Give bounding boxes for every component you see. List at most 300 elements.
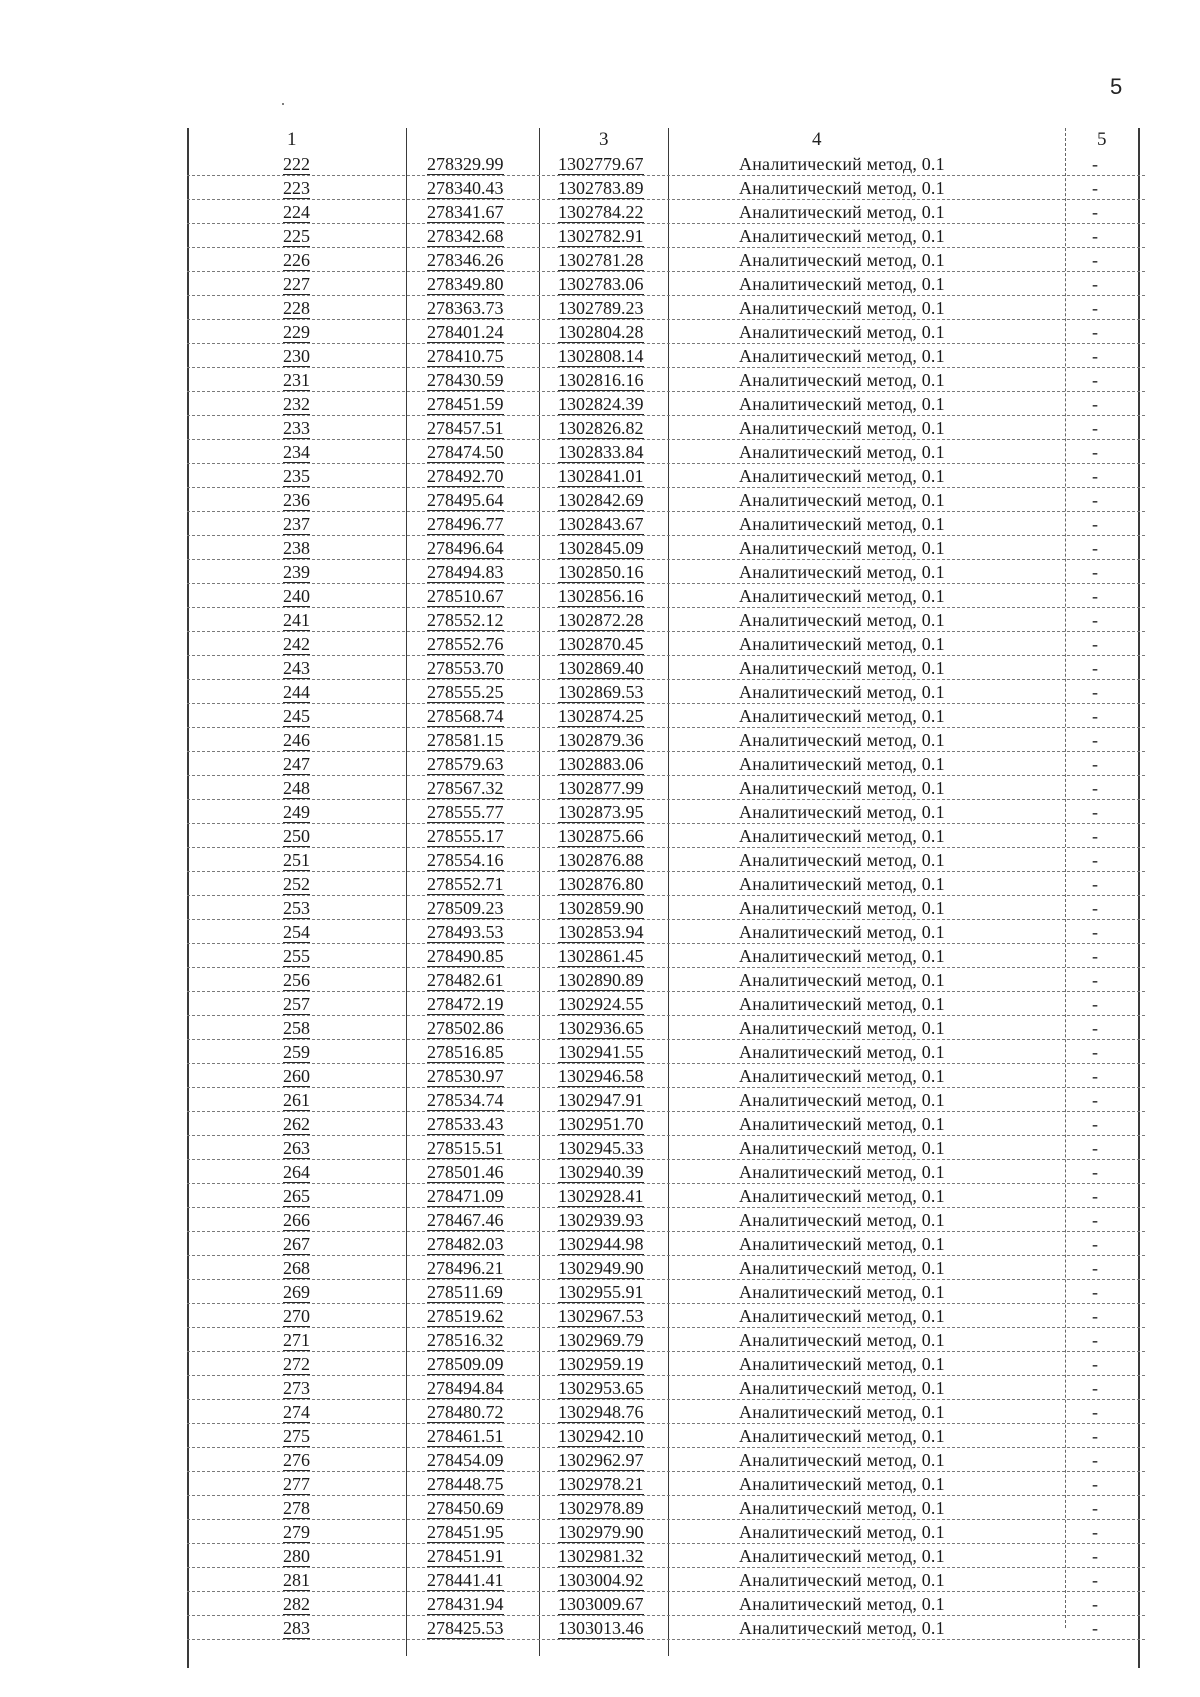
coordinate-x-text: 278567.32 bbox=[427, 778, 504, 798]
coordinate-y bbox=[558, 249, 668, 271]
table-row bbox=[187, 1544, 1145, 1568]
method-accuracy: Аналитический метод, 0.1 bbox=[739, 514, 945, 534]
coordinate-x bbox=[427, 1281, 527, 1303]
coordinate-x-text: 278425.53 bbox=[427, 1618, 504, 1638]
point-number bbox=[283, 249, 343, 271]
coordinate-x bbox=[427, 1521, 527, 1543]
coordinate-x bbox=[427, 1497, 527, 1519]
point-number-text: 231 bbox=[283, 370, 310, 390]
method-accuracy: Аналитический метод, 0.1 bbox=[739, 898, 945, 918]
note-dash: - bbox=[1092, 490, 1098, 510]
note-dash: - bbox=[1092, 1378, 1098, 1398]
coordinate-x-text: 278579.63 bbox=[427, 754, 504, 774]
method-accuracy: Аналитический метод, 0.1 bbox=[739, 1018, 945, 1038]
point-number bbox=[283, 1233, 343, 1255]
method-accuracy: Аналитический метод, 0.1 bbox=[739, 1162, 945, 1182]
coordinate-y-text: 1302843.67 bbox=[558, 514, 644, 534]
coordinate-y-text: 1302967.53 bbox=[558, 1306, 644, 1326]
point-number bbox=[283, 1545, 343, 1567]
method-accuracy: Аналитический метод, 0.1 bbox=[739, 226, 945, 246]
table-row bbox=[187, 1280, 1145, 1304]
method-accuracy: Аналитический метод, 0.1 bbox=[739, 634, 945, 654]
method-accuracy: Аналитический метод, 0.1 bbox=[739, 874, 945, 894]
coordinate-y bbox=[558, 1041, 668, 1063]
note-dash: - bbox=[1092, 514, 1098, 534]
table-row bbox=[187, 296, 1145, 320]
point-number-text: 238 bbox=[283, 538, 310, 558]
table-row bbox=[187, 656, 1145, 680]
coordinate-x bbox=[427, 273, 527, 295]
point-number-text: 268 bbox=[283, 1258, 310, 1278]
point-number bbox=[283, 1017, 343, 1039]
point-number-text: 260 bbox=[283, 1066, 310, 1086]
coordinate-x bbox=[427, 177, 527, 199]
coordinate-x-text: 278482.03 bbox=[427, 1234, 504, 1254]
method-accuracy: Аналитический метод, 0.1 bbox=[739, 586, 945, 606]
method-accuracy: Аналитический метод, 0.1 bbox=[739, 730, 945, 750]
point-number bbox=[283, 1161, 343, 1183]
coordinate-y bbox=[558, 1233, 668, 1255]
table-row bbox=[187, 1496, 1145, 1520]
point-number bbox=[283, 153, 343, 175]
note-dash: - bbox=[1092, 1162, 1098, 1182]
point-number bbox=[283, 633, 343, 655]
coordinate-x-text: 278516.85 bbox=[427, 1042, 504, 1062]
point-number-text: 273 bbox=[283, 1378, 310, 1398]
coordinate-x bbox=[427, 1329, 527, 1351]
coordinate-y-text: 1302804.28 bbox=[558, 322, 644, 342]
note-dash: - bbox=[1092, 1426, 1098, 1446]
method-accuracy: Аналитический метод, 0.1 bbox=[739, 418, 945, 438]
note-dash: - bbox=[1092, 850, 1098, 870]
point-number-text: 272 bbox=[283, 1354, 310, 1374]
method-accuracy: Аналитический метод, 0.1 bbox=[739, 154, 945, 174]
coordinate-y-text: 1302940.39 bbox=[558, 1162, 644, 1182]
coordinate-x bbox=[427, 1113, 527, 1135]
note-dash: - bbox=[1092, 178, 1098, 198]
coordinate-y bbox=[558, 441, 668, 463]
coordinate-x bbox=[427, 513, 527, 535]
point-number bbox=[283, 465, 343, 487]
point-number bbox=[283, 801, 343, 823]
table-row bbox=[187, 728, 1145, 752]
note-dash: - bbox=[1092, 874, 1098, 894]
point-number-text: 279 bbox=[283, 1522, 310, 1542]
note-dash: - bbox=[1092, 826, 1098, 846]
coordinate-y bbox=[558, 321, 668, 343]
coordinate-x-text: 278450.69 bbox=[427, 1498, 504, 1518]
point-number-text: 252 bbox=[283, 874, 310, 894]
method-accuracy: Аналитический метод, 0.1 bbox=[739, 778, 945, 798]
note-dash: - bbox=[1092, 754, 1098, 774]
note-dash: - bbox=[1092, 370, 1098, 390]
coordinate-x-text: 278472.19 bbox=[427, 994, 504, 1014]
table-row bbox=[187, 1184, 1145, 1208]
coordinate-y bbox=[558, 153, 668, 175]
point-number-text: 250 bbox=[283, 826, 310, 846]
coordinate-x-text: 278509.09 bbox=[427, 1354, 504, 1374]
coordinate-y-text: 1302936.65 bbox=[558, 1018, 644, 1038]
note-dash: - bbox=[1092, 298, 1098, 318]
table-row bbox=[187, 1328, 1145, 1352]
note-dash: - bbox=[1092, 898, 1098, 918]
point-number bbox=[283, 297, 343, 319]
method-accuracy: Аналитический метод, 0.1 bbox=[739, 274, 945, 294]
coordinate-y-text: 1302877.99 bbox=[558, 778, 644, 798]
coordinate-x bbox=[427, 657, 527, 679]
coordinate-x bbox=[427, 1161, 527, 1183]
coordinate-y bbox=[558, 465, 668, 487]
table-row bbox=[187, 512, 1145, 536]
coordinate-y bbox=[558, 1161, 668, 1183]
coordinate-x-text: 278510.67 bbox=[427, 586, 504, 606]
coordinate-x-text: 278552.12 bbox=[427, 610, 504, 630]
point-number-text: 267 bbox=[283, 1234, 310, 1254]
point-number bbox=[283, 1209, 343, 1231]
point-number-text: 275 bbox=[283, 1426, 310, 1446]
coordinate-x bbox=[427, 465, 527, 487]
point-number bbox=[283, 1473, 343, 1495]
table-row bbox=[187, 368, 1145, 392]
coordinate-x-text: 278492.70 bbox=[427, 466, 504, 486]
coordinate-y bbox=[558, 1065, 668, 1087]
coordinate-x bbox=[427, 993, 527, 1015]
coordinate-x-text: 278496.21 bbox=[427, 1258, 504, 1278]
method-accuracy: Аналитический метод, 0.1 bbox=[739, 178, 945, 198]
coordinate-y bbox=[558, 921, 668, 943]
note-dash: - bbox=[1092, 562, 1098, 582]
point-number bbox=[283, 321, 343, 343]
coordinate-x-text: 278431.94 bbox=[427, 1594, 504, 1614]
coordinate-x bbox=[427, 1353, 527, 1375]
note-dash: - bbox=[1092, 1474, 1098, 1494]
point-number-text: 227 bbox=[283, 274, 310, 294]
coordinate-x bbox=[427, 441, 527, 463]
coordinate-y-text: 1302808.14 bbox=[558, 346, 644, 366]
point-number bbox=[283, 1065, 343, 1087]
coordinate-y bbox=[558, 345, 668, 367]
coordinate-x-text: 278346.26 bbox=[427, 250, 504, 270]
coordinate-x bbox=[427, 249, 527, 271]
coordinate-x-text: 278519.62 bbox=[427, 1306, 504, 1326]
coordinate-x-text: 278552.76 bbox=[427, 634, 504, 654]
note-dash: - bbox=[1092, 1594, 1098, 1614]
point-number-text: 263 bbox=[283, 1138, 310, 1158]
coordinate-x-text: 278474.50 bbox=[427, 442, 504, 462]
method-accuracy: Аналитический метод, 0.1 bbox=[739, 802, 945, 822]
table-row bbox=[187, 1376, 1145, 1400]
point-number bbox=[283, 1449, 343, 1471]
method-accuracy: Аналитический метод, 0.1 bbox=[739, 1474, 945, 1494]
point-number bbox=[283, 921, 343, 943]
coordinate-y-text: 1302870.45 bbox=[558, 634, 644, 654]
coordinate-y-text: 1302850.16 bbox=[558, 562, 644, 582]
coordinate-x bbox=[427, 1305, 527, 1327]
coordinate-y-text: 1302942.10 bbox=[558, 1426, 644, 1446]
point-number-text: 233 bbox=[283, 418, 310, 438]
coordinate-y-text: 1302859.90 bbox=[558, 898, 644, 918]
coordinate-y-text: 1303009.67 bbox=[558, 1594, 644, 1614]
note-dash: - bbox=[1092, 1114, 1098, 1134]
point-number-text: 236 bbox=[283, 490, 310, 510]
table-row bbox=[187, 1568, 1145, 1592]
coordinate-y-text: 1302826.82 bbox=[558, 418, 644, 438]
note-dash: - bbox=[1092, 1186, 1098, 1206]
coordinate-x-text: 278363.73 bbox=[427, 298, 504, 318]
point-number bbox=[283, 1257, 343, 1279]
point-number-text: 234 bbox=[283, 442, 310, 462]
point-number bbox=[283, 729, 343, 751]
method-accuracy: Аналитический метод, 0.1 bbox=[739, 1450, 945, 1470]
note-dash: - bbox=[1092, 322, 1098, 342]
point-number-text: 277 bbox=[283, 1474, 310, 1494]
coordinate-x-text: 278554.16 bbox=[427, 850, 504, 870]
coordinate-y bbox=[558, 225, 668, 247]
coordinate-x bbox=[427, 801, 527, 823]
point-number bbox=[283, 1185, 343, 1207]
table-row bbox=[187, 1352, 1145, 1376]
point-number bbox=[283, 873, 343, 895]
coordinate-x bbox=[427, 753, 527, 775]
coordinate-x bbox=[427, 609, 527, 631]
note-dash: - bbox=[1092, 1498, 1098, 1518]
table-row bbox=[187, 848, 1145, 872]
coordinate-x-text: 278461.51 bbox=[427, 1426, 504, 1446]
table-row bbox=[187, 1304, 1145, 1328]
coordinate-y-text: 1302783.89 bbox=[558, 178, 644, 198]
point-number-text: 235 bbox=[283, 466, 310, 486]
coordinate-x bbox=[427, 1017, 527, 1039]
method-accuracy: Аналитический метод, 0.1 bbox=[739, 1282, 945, 1302]
note-dash: - bbox=[1092, 442, 1098, 462]
note-dash: - bbox=[1092, 394, 1098, 414]
method-accuracy: Аналитический метод, 0.1 bbox=[739, 538, 945, 558]
coordinate-x-text: 278581.15 bbox=[427, 730, 504, 750]
coordinate-x-text: 278530.97 bbox=[427, 1066, 504, 1086]
coordinate-y-text: 1302853.94 bbox=[558, 922, 644, 942]
coordinate-x bbox=[427, 921, 527, 943]
point-number-text: 261 bbox=[283, 1090, 310, 1110]
point-number bbox=[283, 657, 343, 679]
coordinate-y-text: 1302781.28 bbox=[558, 250, 644, 270]
coordinate-y-text: 1302945.33 bbox=[558, 1138, 644, 1158]
coordinate-y-text: 1302833.84 bbox=[558, 442, 644, 462]
note-dash: - bbox=[1092, 610, 1098, 630]
point-number-text: 270 bbox=[283, 1306, 310, 1326]
note-dash: - bbox=[1092, 922, 1098, 942]
point-number bbox=[283, 273, 343, 295]
note-dash: - bbox=[1092, 778, 1098, 798]
point-number bbox=[283, 969, 343, 991]
note-dash: - bbox=[1092, 1138, 1098, 1158]
method-accuracy: Аналитический метод, 0.1 bbox=[739, 394, 945, 414]
table-row bbox=[187, 1232, 1145, 1256]
point-number bbox=[283, 1305, 343, 1327]
point-number bbox=[283, 705, 343, 727]
coordinate-x-text: 278555.17 bbox=[427, 826, 504, 846]
table-row bbox=[187, 1016, 1145, 1040]
table-row bbox=[187, 608, 1145, 632]
coordinate-y-text: 1302876.80 bbox=[558, 874, 644, 894]
coordinate-y bbox=[558, 1353, 668, 1375]
method-accuracy: Аналитический метод, 0.1 bbox=[739, 1354, 945, 1374]
note-dash: - bbox=[1092, 1402, 1098, 1422]
table-row bbox=[187, 1472, 1145, 1496]
coordinate-y bbox=[558, 1017, 668, 1039]
table-row bbox=[187, 392, 1145, 416]
note-dash: - bbox=[1092, 538, 1098, 558]
table-row bbox=[187, 488, 1145, 512]
method-accuracy: Аналитический метод, 0.1 bbox=[739, 250, 945, 270]
note-dash: - bbox=[1092, 1042, 1098, 1062]
note-dash: - bbox=[1092, 1090, 1098, 1110]
coordinate-x bbox=[427, 729, 527, 751]
point-number-text: 271 bbox=[283, 1330, 310, 1350]
coordinate-x bbox=[427, 537, 527, 559]
point-number-text: 264 bbox=[283, 1162, 310, 1182]
coordinate-x-text: 278533.43 bbox=[427, 1114, 504, 1134]
method-accuracy: Аналитический метод, 0.1 bbox=[739, 1594, 945, 1614]
point-number-text: 281 bbox=[283, 1570, 310, 1590]
coordinate-x-text: 278509.23 bbox=[427, 898, 504, 918]
point-number bbox=[283, 393, 343, 415]
method-accuracy: Аналитический метод, 0.1 bbox=[739, 346, 945, 366]
table-row bbox=[187, 560, 1145, 584]
coordinate-x-text: 278555.25 bbox=[427, 682, 504, 702]
coordinate-x-text: 278457.51 bbox=[427, 418, 504, 438]
coordinate-y-text: 1302890.89 bbox=[558, 970, 644, 990]
coordinate-y-text: 1302924.55 bbox=[558, 994, 644, 1014]
note-dash: - bbox=[1092, 730, 1098, 750]
point-number bbox=[283, 897, 343, 919]
coordinate-y bbox=[558, 777, 668, 799]
point-number-text: 247 bbox=[283, 754, 310, 774]
coordinate-x-text: 278340.43 bbox=[427, 178, 504, 198]
table-body bbox=[187, 152, 1145, 1640]
coordinate-x bbox=[427, 1257, 527, 1279]
coordinate-y bbox=[558, 1497, 668, 1519]
table-row bbox=[187, 1616, 1145, 1640]
coordinate-y-text: 1302784.22 bbox=[558, 202, 644, 222]
point-number-text: 224 bbox=[283, 202, 310, 222]
method-accuracy: Аналитический метод, 0.1 bbox=[739, 850, 945, 870]
point-number-text: 245 bbox=[283, 706, 310, 726]
coordinate-y-text: 1303013.46 bbox=[558, 1618, 644, 1638]
method-accuracy: Аналитический метод, 0.1 bbox=[739, 1114, 945, 1134]
coordinate-y bbox=[558, 1305, 668, 1327]
point-number bbox=[283, 441, 343, 463]
method-accuracy: Аналитический метод, 0.1 bbox=[739, 1546, 945, 1566]
coordinate-x bbox=[427, 1545, 527, 1567]
coordinate-y-text: 1302841.01 bbox=[558, 466, 644, 486]
point-number-text: 257 bbox=[283, 994, 310, 1014]
page-number: 5 bbox=[1110, 74, 1123, 99]
point-number-text: 222 bbox=[283, 154, 310, 174]
method-accuracy: Аналитический метод, 0.1 bbox=[739, 1498, 945, 1518]
coordinate-y bbox=[558, 1329, 668, 1351]
note-dash: - bbox=[1092, 1330, 1098, 1350]
method-accuracy: Аналитический метод, 0.1 bbox=[739, 1186, 945, 1206]
method-accuracy: Аналитический метод, 0.1 bbox=[739, 658, 945, 678]
coordinate-x-text: 278511.69 bbox=[427, 1282, 503, 1302]
point-number-text: 276 bbox=[283, 1450, 310, 1470]
coordinate-x bbox=[427, 1185, 527, 1207]
table-row bbox=[187, 1040, 1145, 1064]
table-row bbox=[187, 320, 1145, 344]
coordinate-x bbox=[427, 969, 527, 991]
coordinate-x-text: 278451.91 bbox=[427, 1546, 504, 1566]
method-accuracy: Аналитический метод, 0.1 bbox=[739, 826, 945, 846]
coordinate-y-text: 1302869.40 bbox=[558, 658, 644, 678]
coordinate-x-text: 278482.61 bbox=[427, 970, 504, 990]
note-dash: - bbox=[1092, 1306, 1098, 1326]
table-row bbox=[187, 1448, 1145, 1472]
coordinate-y-text: 1302979.90 bbox=[558, 1522, 644, 1542]
coordinate-y bbox=[558, 1521, 668, 1543]
coordinate-x-text: 278515.51 bbox=[427, 1138, 504, 1158]
note-dash: - bbox=[1092, 1066, 1098, 1086]
point-number bbox=[283, 945, 343, 967]
coordinate-y bbox=[558, 537, 668, 559]
method-accuracy: Аналитический метод, 0.1 bbox=[739, 1210, 945, 1230]
table-row bbox=[187, 416, 1145, 440]
coordinate-x-text: 278329.99 bbox=[427, 154, 504, 174]
coordinate-y-text: 1302779.67 bbox=[558, 154, 644, 174]
method-accuracy: Аналитический метод, 0.1 bbox=[739, 1618, 945, 1638]
coordinate-x-text: 278430.59 bbox=[427, 370, 504, 390]
coordinate-x bbox=[427, 297, 527, 319]
point-number-text: 223 bbox=[283, 178, 310, 198]
coordinate-x bbox=[427, 1233, 527, 1255]
point-number-text: 239 bbox=[283, 562, 310, 582]
coordinate-y bbox=[558, 1449, 668, 1471]
method-accuracy: Аналитический метод, 0.1 bbox=[739, 1570, 945, 1590]
coordinate-y bbox=[558, 753, 668, 775]
coordinate-x-text: 278496.64 bbox=[427, 538, 504, 558]
point-number bbox=[283, 1521, 343, 1543]
coordinate-y bbox=[558, 1113, 668, 1135]
coordinate-x-text: 278493.53 bbox=[427, 922, 504, 942]
point-number-text: 240 bbox=[283, 586, 310, 606]
header-col-1: 1 bbox=[287, 129, 297, 150]
point-number bbox=[283, 1497, 343, 1519]
coordinate-y bbox=[558, 705, 668, 727]
point-number-text: 237 bbox=[283, 514, 310, 534]
point-number bbox=[283, 1329, 343, 1351]
point-number-text: 255 bbox=[283, 946, 310, 966]
point-number bbox=[283, 1593, 343, 1615]
table-row bbox=[187, 176, 1145, 200]
table-row bbox=[187, 968, 1145, 992]
coordinate-y-text: 1302872.28 bbox=[558, 610, 644, 630]
point-number-text: 253 bbox=[283, 898, 310, 918]
coordinate-x bbox=[427, 1425, 527, 1447]
table-row bbox=[187, 248, 1145, 272]
coordinate-x bbox=[427, 849, 527, 871]
point-number-text: 258 bbox=[283, 1018, 310, 1038]
point-number bbox=[283, 609, 343, 631]
coordinate-y-text: 1302875.66 bbox=[558, 826, 644, 846]
point-number-text: 282 bbox=[283, 1594, 310, 1614]
method-accuracy: Аналитический метод, 0.1 bbox=[739, 922, 945, 942]
coordinate-x-text: 278471.09 bbox=[427, 1186, 504, 1206]
note-dash: - bbox=[1092, 1618, 1098, 1638]
table-row bbox=[187, 1088, 1145, 1112]
coordinate-y-text: 1302845.09 bbox=[558, 538, 644, 558]
coordinate-y-text: 1302948.76 bbox=[558, 1402, 644, 1422]
coordinate-x-text: 278502.86 bbox=[427, 1018, 504, 1038]
coordinate-y-text: 1302816.16 bbox=[558, 370, 644, 390]
